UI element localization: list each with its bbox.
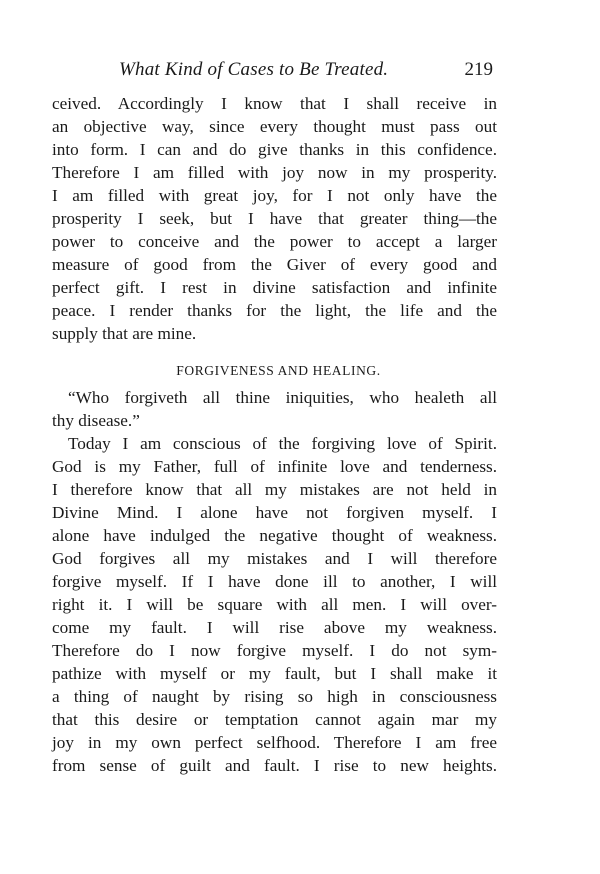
text-line: I am filled with great joy, for I not only have the	[52, 186, 497, 205]
text-line: God forgives all my mistakes and I will therefore	[52, 549, 497, 568]
text-line: right it. I will be square with all men. I will over-	[52, 595, 497, 614]
text-line: power to conceive and the power to accept a larger	[52, 232, 497, 251]
text-line: ceived. Accordingly I know that I shall receive in	[52, 94, 497, 113]
running-title: What Kind of Cases to Be Treated.	[119, 59, 389, 80]
text-line: God is my Father, full of infinite love and tenderness.	[52, 457, 497, 476]
text-line: Therefore do I now forgive myself. I do not sym-	[52, 641, 497, 660]
running-head	[52, 56, 497, 84]
text-line: prosperity I seek, but I have that greater thing—the	[52, 209, 497, 228]
text-line: supply that are mine.	[52, 324, 197, 343]
text-line: an objective way, since every thought must pass out	[52, 117, 497, 136]
text-line: forgive myself. If I have done ill to another, I will	[52, 572, 497, 591]
text-line: measure of good from the Giver of every good and	[52, 255, 497, 274]
paragraph-prosperity	[52, 92, 497, 345]
text-line: pathize with myself or my fault, but I shall make it	[52, 664, 497, 683]
text-line: Therefore I am filled with joy now in my prosperity.	[52, 163, 497, 182]
text-line: Today I am conscious of the forgiving love of Spirit.	[68, 434, 497, 453]
text-line: perfect gift. I rest in divine satisfaction and infinite	[52, 278, 497, 297]
text-line: peace. I render thanks for the light, the life and the	[52, 301, 497, 320]
book-page	[52, 56, 497, 777]
text-line: alone have indulged the negative thought of weakness.	[52, 526, 497, 545]
text-line: that this desire or temptation cannot again mar my	[52, 710, 497, 729]
page-number: 219	[464, 59, 493, 80]
text-line: joy in my own perfect selfhood. Therefore I am free	[52, 733, 497, 752]
text-line: “Who forgiveth all thine iniquities, who healeth all	[68, 388, 497, 407]
text-line: thy disease.”	[52, 411, 140, 430]
scripture-quote	[52, 386, 497, 432]
text-line: a thing of naught by rising so high in consciousness	[52, 687, 497, 706]
text-line: from sense of guilt and fault. I rise to new heights.	[52, 756, 497, 775]
text-line: into form. I can and do give thanks in this confidence.	[52, 140, 497, 159]
text-line: I therefore know that all my mistakes are not held in	[52, 480, 497, 499]
body-text	[52, 92, 497, 777]
text-line: Divine Mind. I alone have not forgiven myself. I	[52, 503, 497, 522]
paragraph-forgiveness	[52, 432, 497, 777]
text-line: come my fault. I will rise above my weakness.	[52, 618, 497, 637]
section-heading: FORGIVENESS AND HEALING.	[176, 363, 381, 378]
